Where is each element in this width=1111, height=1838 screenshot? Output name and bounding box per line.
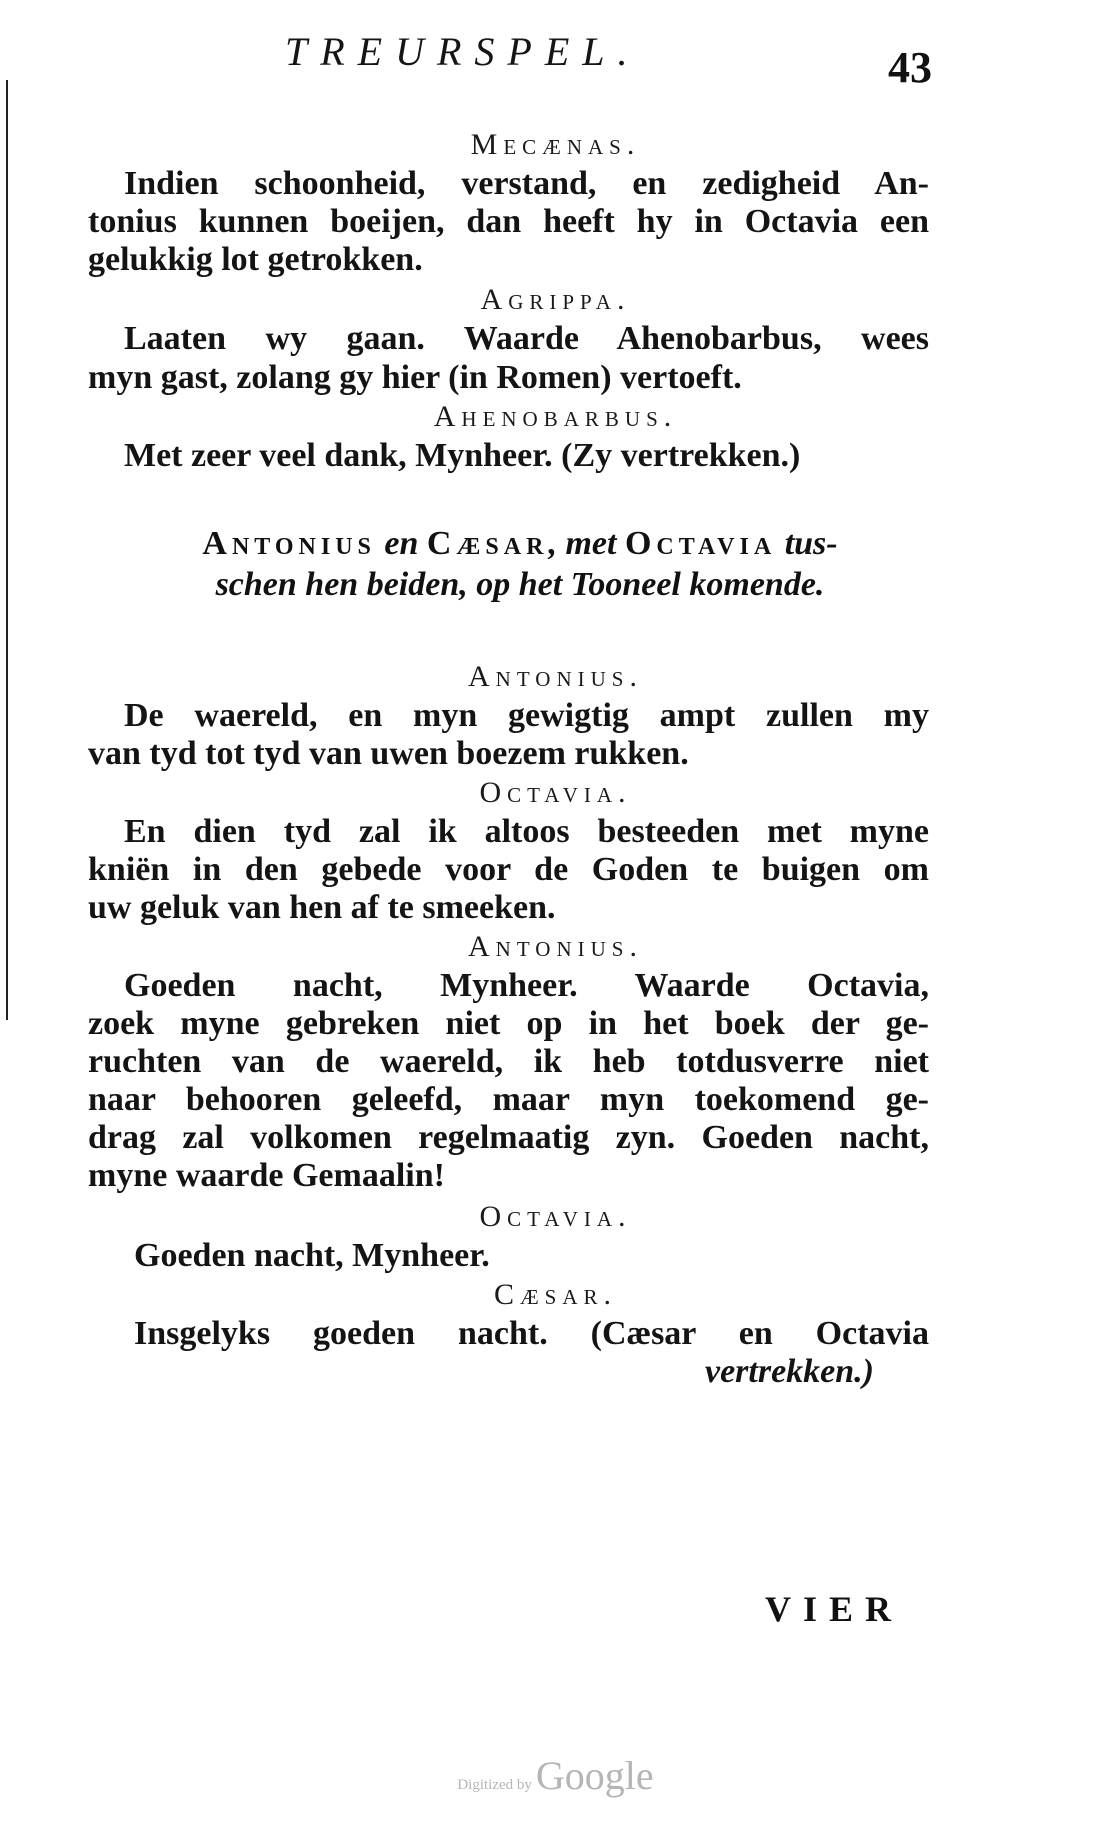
running-header: TREURSPEL. bbox=[285, 29, 641, 74]
speaker-antonius: Antonius. bbox=[468, 930, 643, 963]
speech-line: vertrekken.) bbox=[705, 1353, 875, 1390]
speech-line: Met zeer veel dank, Mynheer. (Zy vertrekken.) bbox=[124, 437, 801, 474]
page-edge-rule bbox=[6, 80, 8, 1020]
digitized-watermark bbox=[0, 1752, 1111, 1799]
speech-line: myne waarde Gemaalin! bbox=[88, 1157, 445, 1194]
speech-line: gelukkig lot getrokken. bbox=[88, 241, 423, 278]
speech-line: Indien schoonheid, verstand, en zedigheid An- bbox=[124, 165, 929, 202]
speaker-octavia: Octavia. bbox=[479, 1200, 632, 1233]
speech-line: tonius kunnen boeijen, dan heeft hy in Octavia een bbox=[88, 203, 929, 240]
speech-line: Laaten wy gaan. Waarde Ahenobarbus, wees bbox=[124, 320, 929, 357]
speaker-antonius: Antonius. bbox=[468, 660, 643, 693]
speech-line: van tyd tot tyd van uwen boezem rukken. bbox=[88, 735, 689, 772]
speaker-caesar: Cæsar. bbox=[493, 1278, 618, 1311]
catchword: VIER bbox=[765, 1589, 904, 1629]
speech-line: Insgelyks goeden nacht. (Cæsar en Octavia bbox=[134, 1315, 929, 1352]
speech-line: Goeden nacht, Mynheer. Waarde Octavia, bbox=[124, 967, 929, 1004]
watermark-prefix: Digitized by bbox=[457, 1777, 532, 1793]
scene-direction-line-2: schen hen beiden, op het Tooneel komende. bbox=[215, 566, 825, 603]
speech-line: uw geluk van hen af te smeeken. bbox=[88, 889, 556, 926]
speech-line: myn gast, zolang gy hier (in Romen) vertoeft. bbox=[88, 359, 742, 396]
speech-line: En dien tyd zal ik altoos besteeden met myne bbox=[124, 813, 929, 850]
speaker-ahenobarbus: Ahenobarbus. bbox=[433, 400, 678, 433]
speaker-agrippa: Agrippa. bbox=[480, 283, 631, 316]
speech-line: zoek myne gebreken niet op in het boek der ge- bbox=[88, 1005, 929, 1042]
google-logo: Google bbox=[535, 1753, 654, 1798]
page-number: 43 bbox=[888, 43, 932, 92]
speech-line: drag zal volkomen regelmaatig zyn. Goeden nacht, bbox=[88, 1119, 929, 1156]
speech-line: ruchten van de waereld, ik heb totdusverre niet bbox=[88, 1043, 929, 1080]
speech-line: kniën in den gebede voor de Goden te buigen om bbox=[88, 851, 929, 888]
speaker-octavia: Octavia. bbox=[479, 776, 632, 809]
speech-line: naar behooren geleefd, maar myn toekomend ge- bbox=[88, 1081, 929, 1118]
speech-line: De waereld, en myn gewigtig ampt zullen my bbox=[124, 697, 929, 734]
speech-line: Goeden nacht, Mynheer. bbox=[134, 1237, 490, 1274]
scene-direction-line-1: Antonius en Cæsar, met Octavia tus- bbox=[202, 525, 838, 562]
speaker-mecaenas: Mecænas. bbox=[470, 128, 641, 161]
